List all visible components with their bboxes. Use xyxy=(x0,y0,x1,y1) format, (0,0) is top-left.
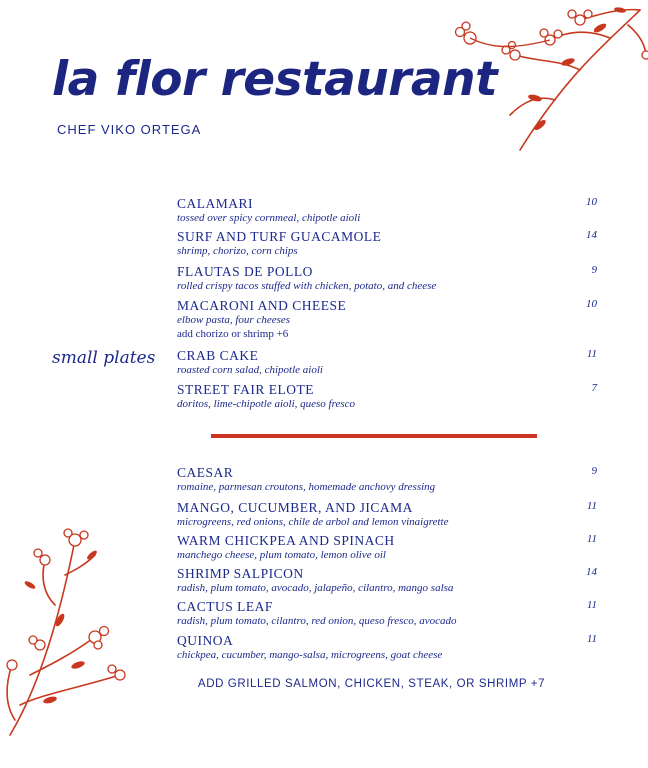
menu-item xyxy=(177,500,597,529)
item-name: MACARONI AND CHEESE xyxy=(177,298,347,313)
item-price: 7 xyxy=(591,382,597,394)
item-description: chickpea, cucumber, mango-salsa, microgreens, goat cheese xyxy=(177,649,443,661)
section-label-small-plates: small plates xyxy=(52,348,156,368)
menu-item xyxy=(177,264,597,293)
item-description: radish, plum tomato, avocado, jalapeño, cilantro, mango salsa xyxy=(177,582,454,594)
menu-item xyxy=(177,382,597,411)
restaurant-title: la flor restaurant xyxy=(52,52,498,107)
item-price: 11 xyxy=(586,599,597,611)
item-name: WARM CHICKPEA AND SPINACH xyxy=(177,533,395,548)
protein-addon-note: ADD GRILLED SALMON, CHICKEN, STEAK, OR SHRIMP +7 xyxy=(197,678,546,690)
item-description: tossed over spicy cornmeal, chipotle aioli xyxy=(177,212,361,224)
menu-item xyxy=(177,229,597,258)
item-name: CAESAR xyxy=(177,465,234,480)
item-name: MANGO, CUCUMBER, AND JICAMA xyxy=(177,500,413,515)
chef-name: CHEF VIKO ORTEGA xyxy=(57,122,202,137)
menu-item xyxy=(177,465,597,494)
item-description: elbow pasta, four cheeses xyxy=(177,314,291,326)
item-name: SHRIMP SALPICON xyxy=(177,566,304,581)
item-price: 14 xyxy=(586,566,597,578)
menu-item xyxy=(177,599,597,628)
item-price: 11 xyxy=(586,348,597,360)
item-price: 10 xyxy=(586,298,597,310)
item-price: 11 xyxy=(586,533,597,545)
item-name: QUINOA xyxy=(177,633,234,648)
item-price: 9 xyxy=(591,465,597,477)
menu-item xyxy=(177,196,597,225)
menu-item xyxy=(177,633,597,662)
item-description: roasted corn salad, chipotle aioli xyxy=(177,364,323,376)
floral-branch-bottom-left-icon xyxy=(0,525,150,740)
menu-item xyxy=(177,298,597,341)
item-name: STREET FAIR ELOTE xyxy=(177,382,314,397)
item-name: CALAMARI xyxy=(177,196,254,211)
item-name: CRAB CAKE xyxy=(177,348,259,363)
item-price: 10 xyxy=(586,196,597,208)
item-price: 14 xyxy=(586,229,597,241)
menu-item xyxy=(177,566,597,595)
item-price: 9 xyxy=(591,264,597,276)
item-price: 11 xyxy=(586,500,597,512)
item-description: shrimp, chorizo, corn chips xyxy=(177,245,298,257)
item-description: rolled crispy tacos stuffed with chicken, potato, and cheese xyxy=(177,280,437,292)
menu-item xyxy=(177,533,597,562)
item-name: FLAUTAS DE POLLO xyxy=(177,264,313,279)
item-addon: add chorizo or shrimp +6 xyxy=(177,328,289,340)
section-divider xyxy=(211,434,537,438)
item-description: manchego cheese, plum tomato, lemon olive oil xyxy=(177,549,386,561)
item-price: 11 xyxy=(586,633,597,645)
item-description: doritos, lime-chipotle aioli, queso fresco xyxy=(177,398,356,410)
item-name: SURF AND TURF GUACAMOLE xyxy=(177,229,382,244)
menu-item xyxy=(177,348,597,377)
item-description: romaine, parmesan croutons, homemade anchovy dressing xyxy=(177,481,436,493)
item-description: microgreens, red onions, chile de arbol and lemon vinaigrette xyxy=(177,516,449,528)
item-description: radish, plum tomato, cilantro, red onion, queso fresco, avocado xyxy=(177,615,457,627)
item-name: CACTUS LEAF xyxy=(177,599,273,614)
